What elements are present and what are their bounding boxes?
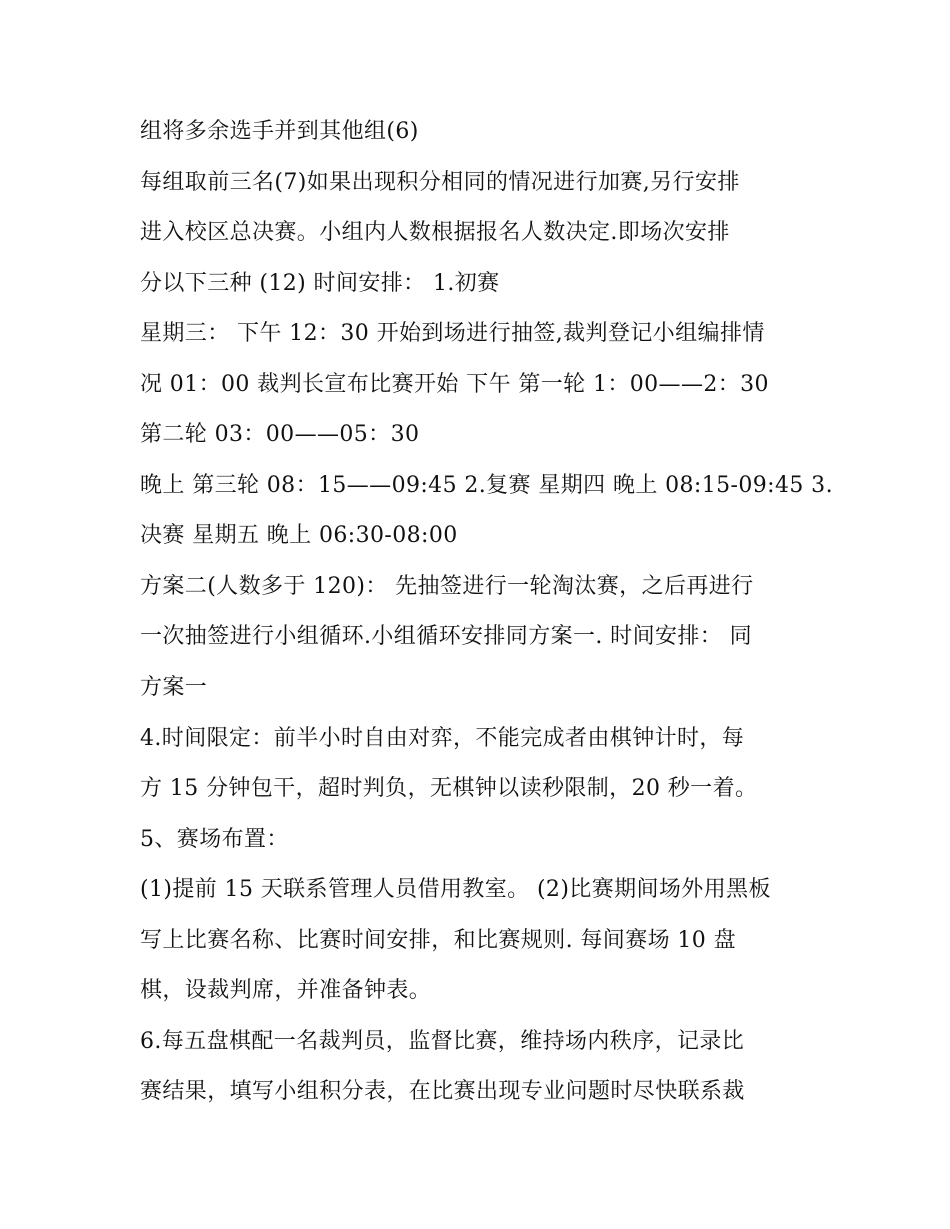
text-line: 方案一	[140, 675, 208, 700]
text-line: 进入校区总决赛。小组内人数根据报名人数决定.即场次安排	[140, 220, 730, 245]
text-line: 6.每五盘棋配一名裁判员，监督比赛，维持场内秩序，记录比	[140, 1029, 745, 1054]
text-line: 组将多余选手并到其他组(6)	[140, 119, 419, 144]
text-line: 赛结果，填写小组积分表，在比赛出现专业问题时尽快联系裁	[140, 1079, 745, 1104]
text-line: 方案二(人数多于 120)： 先抽签进行一轮淘汰赛，之后再进行	[140, 574, 754, 599]
text-line: 第二轮 03：00——05：30	[140, 422, 420, 447]
text-line: 分以下三种 (12) 时间安排： 1.初赛	[140, 271, 500, 296]
text-line: 棋，设裁判席，并准备钟表。	[140, 978, 432, 1003]
text-line: 每组取前三名(7)如果出现积分相同的情况进行加赛,另行安排	[140, 170, 740, 195]
text-line: 况 01：00 裁判长宣布比赛开始 下午 第一轮 1：00——2：30	[140, 372, 769, 397]
text-line: (1)提前 15 天联系管理人员借用教室。 (2)比赛期间场外用黑板	[140, 877, 771, 902]
text-line: 4.时间限定：前半小时自由对弈，不能完成者由棋钟计时，每	[140, 726, 745, 751]
text-line: 星期三： 下午 12：30 开始到场进行抽签,裁判登记小组编排情	[140, 321, 765, 346]
section-heading: 5、赛场布置：	[140, 827, 289, 852]
text-line: 一次抽签进行小组循环.小组循环安排同方案一. 时间安排： 同	[140, 624, 752, 649]
text-line: 决赛 星期五 晚上 06:30-08:00	[140, 523, 458, 548]
text-line: 写上比赛名称、比赛时间安排，和比赛规则. 每间赛场 10 盘	[140, 928, 736, 953]
text-line: 方 15 分钟包干，超时判负，无棋钟以读秒限制，20 秒一着。	[140, 776, 758, 801]
text-line: 晚上 第三轮 08：15——09:45 2.复赛 星期四 晚上 08:15-09:45 3.	[140, 473, 833, 498]
